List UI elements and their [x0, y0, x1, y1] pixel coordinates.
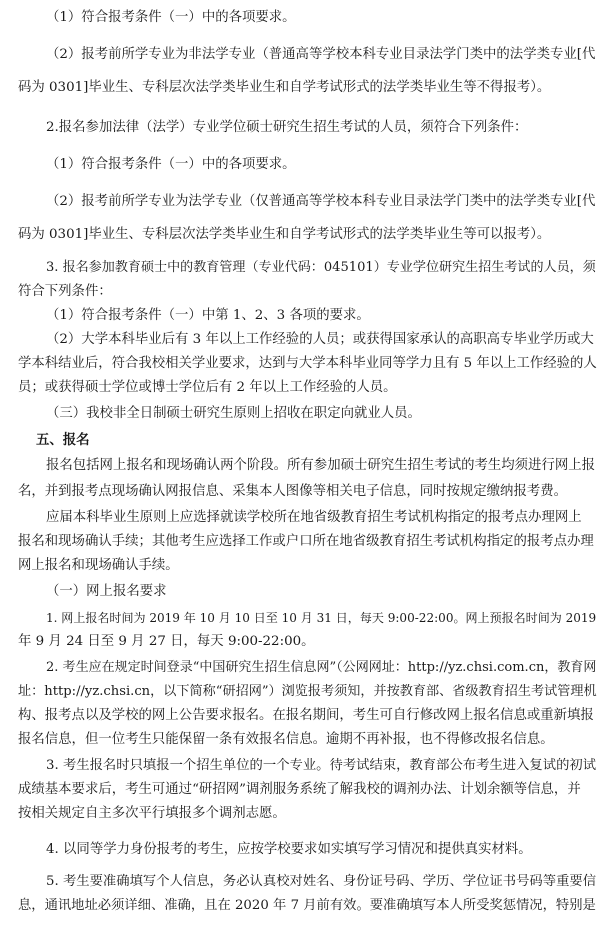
- text-line: 网上报名和现场确认手续。: [18, 558, 179, 573]
- text-line: 报名信息，但一位考生只能保留一条有效报名信息。逾期不再补报，也不得修改报名信息。: [18, 732, 554, 747]
- subsection-heading: （一）网上报名要求: [46, 584, 167, 599]
- text-line: 1. 网上报名时间为 2019 年 10 月 10 日至 10 月 31 日，每天 9:00-22:00。网上预报名时间为 2019: [46, 611, 597, 625]
- text-line: 构、报考点以及学校的网上公告要求报名。在报名期间，考生可自行修改网上报名信息或重新填报: [18, 708, 594, 723]
- text-line: 报名包括网上报名和现场确认两个阶段。所有参加硕士研究生招生考试的考生均须进行网上报: [46, 458, 596, 473]
- text-line: 成绩基本要求后，考生可通过“研招网”调剂服务系统了解我校的调剂办法、计划余额等信息，并: [18, 782, 581, 797]
- text-line: 报名和现场确认手续；其他考生应选择工作或户口所在地省级教育招生考试机构指定的报考点办理: [18, 534, 594, 549]
- text-line: 名，并到报考点现场确认网报信息、采集本人图像等相关电子信息，同时按规定缴纳报考费。: [18, 484, 568, 499]
- text-line: （三）我校非全日制硕士研究生原则上招收在职定向就业人员。: [46, 406, 421, 421]
- text-line: 3. 考生报名时只填报一个招生单位的一个专业。待考试结束，教育部公布考生进入复试的初试: [46, 758, 597, 773]
- text-line: 4. 以同等学力身份报考的考生，应按学校要求如实填写学习情况和提供真实材料。: [46, 842, 532, 857]
- text-line: （1）符合报考条件（一）中的各项要求。: [46, 157, 296, 172]
- text-line: 码为 0301]毕业生、专科层次法学类毕业生和自学考试形式的法学类毕业生等不得报考）。: [18, 80, 551, 95]
- text-line: 应届本科毕业生原则上应选择就读学校所在地省级教育招生考试机构指定的报考点办理网上: [46, 510, 582, 525]
- text-line: （2）大学本科毕业后有 3 年以上工作经验的人员；或获得国家承认的高职高专毕业学历或大: [46, 332, 594, 347]
- text-line: 5. 考生要准确填写个人信息，务必认真校对姓名、身份证号码、学历、学位证书号码等重要信: [46, 874, 597, 889]
- section-heading: 五、报名: [36, 432, 90, 448]
- text-line: 3. 报名参加教育硕士中的教育管理（专业代码：045101）专业学位研究生招生考试的人员，须: [46, 260, 596, 275]
- text-line: 址：http://yz.chsi.cn，以下简称“研招网”）浏览报考须知，并按教育部、省级教育招生考试管理机: [18, 684, 597, 699]
- text-line: （2）报考前所学专业为法学专业（仅普通高等学校本科专业目录法学门类中的法学类专业[代: [46, 194, 596, 209]
- text-line: 2.报名参加法律（法学）专业学位硕士研究生招生考试的人员，须符合下列条件：: [46, 120, 528, 135]
- text-line: 年 9 月 24 日至 9 月 27 日，每天 9:00-22:00。: [18, 634, 315, 649]
- text-line: 息，通讯地址必须详细、准确，且在 2020 年 7 月前有效。要准确填写本人所受奖惩情况，特别是: [18, 898, 596, 913]
- text-line: （1）符合报考条件（一）中的各项要求。: [46, 10, 296, 25]
- text-line: 符合下列条件：: [18, 284, 112, 299]
- text-line: （2）报考前所学专业为非法学专业（普通高等学校本科专业目录法学门类中的法学类专业[代: [46, 47, 596, 62]
- text-line: （1）符合报考条件（一）中第 1、2、3 各项的要求。: [46, 308, 370, 323]
- text-line: 按相关规定自主多次平行填报多个调剂志愿。: [18, 806, 286, 821]
- text-line: 学本科结业后，符合我校相关学业要求，达到与大学本科毕业同等学力且有 5 年以上工作经验的人: [18, 356, 597, 371]
- text-line: 码为 0301]毕业生、专科层次法学类毕业生和自学考试形式的法学类毕业生等可以报考）。: [18, 227, 551, 242]
- text-line: 员；或获得硕士学位或博士学位后有 2 年以上工作经验的人员。: [18, 380, 397, 395]
- text-line: 2. 考生应在规定时间登录“中国研究生招生信息网”（公网网址：http://yz.chsi.com.cn，教育网: [46, 660, 597, 675]
